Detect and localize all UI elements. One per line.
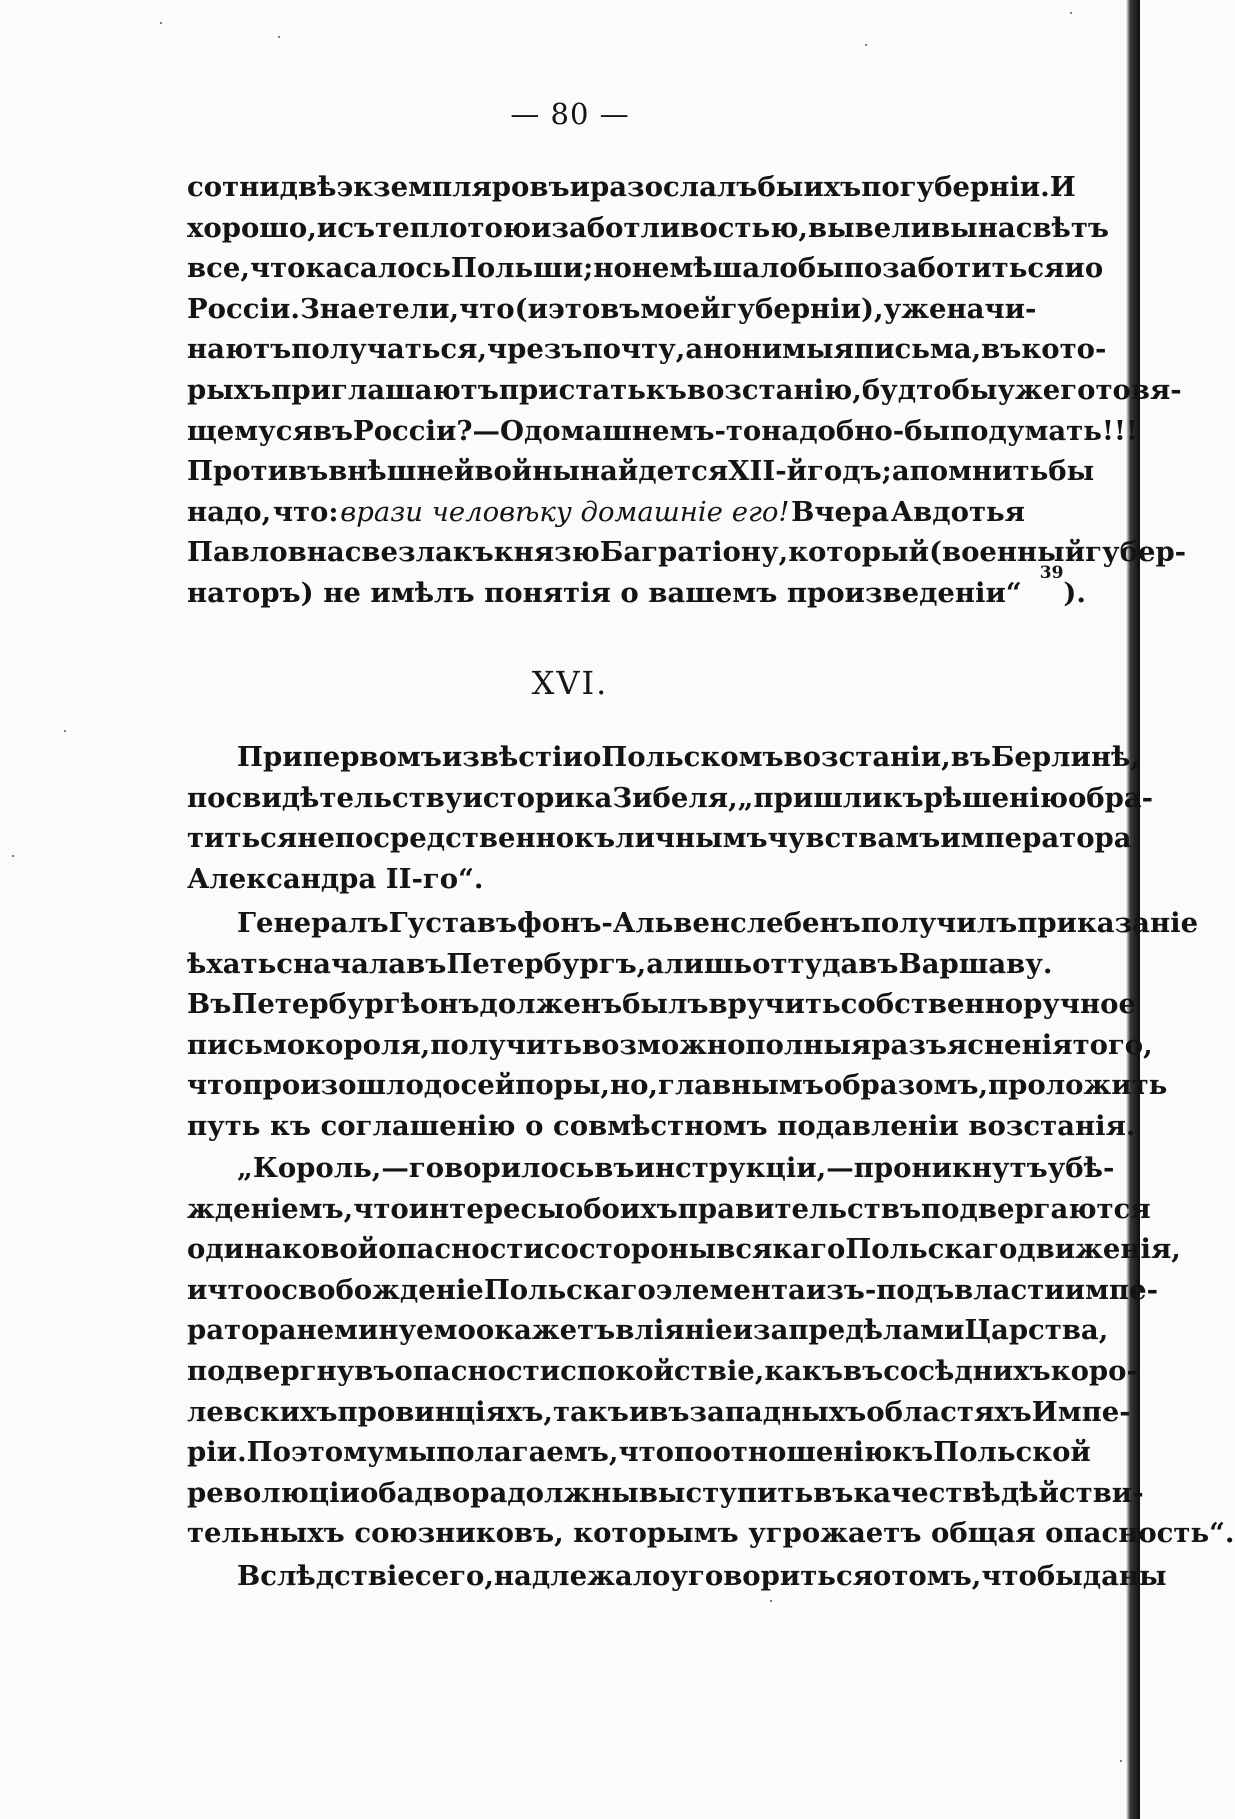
word: ѣхать <box>187 947 277 980</box>
word: предѣлами <box>788 1314 965 1347</box>
word: качествѣ <box>853 1476 1001 1509</box>
word: сей <box>460 1069 516 1102</box>
word: Знаете <box>299 292 410 325</box>
word: въ <box>950 741 991 773</box>
word: историка <box>462 781 613 814</box>
word: разъясненія <box>871 1028 1073 1061</box>
word: Поэтому <box>246 1436 385 1469</box>
last-line-text: тельныхъ союзниковъ, которымъ угрожаетъ общая опасность“. <box>187 1517 1235 1550</box>
word: окажетъ <box>475 1314 616 1347</box>
word: неминуемо <box>296 1314 476 1347</box>
word: подвергаются <box>921 1192 1151 1225</box>
word: опасности <box>394 1354 561 1387</box>
word: въ <box>858 947 899 980</box>
word: ріи. <box>187 1436 247 1469</box>
word: собственноручное <box>840 988 1136 1021</box>
word: извѣстіи <box>441 741 583 773</box>
word: и <box>316 211 338 244</box>
word: лишь <box>664 947 753 980</box>
word: наютъ <box>187 333 292 366</box>
word: И <box>1049 171 1076 203</box>
word: Петербургъ, <box>446 947 647 980</box>
word: титься <box>187 822 298 855</box>
word: что <box>249 252 306 285</box>
word: будто <box>861 373 952 406</box>
word: спокойствіе, <box>560 1354 765 1387</box>
word: Польскомъ <box>601 741 784 773</box>
text-line <box>187 984 1136 1025</box>
word: жденіемъ, <box>187 1192 354 1225</box>
scan-speck <box>12 855 14 857</box>
word: въ <box>600 292 641 325</box>
text-line <box>187 248 1104 289</box>
word: щемуся <box>187 414 313 447</box>
word: получаться, <box>291 333 488 366</box>
text-line <box>187 1229 1181 1270</box>
text-line <box>187 492 1025 533</box>
word: областяхъ <box>866 1395 1032 1428</box>
text-line <box>187 167 1076 208</box>
word: XII-й <box>728 455 808 488</box>
text-line <box>187 778 1154 819</box>
word: и <box>1064 252 1085 285</box>
word: Багратіону, <box>599 536 789 569</box>
word: Польскаго <box>845 1233 1018 1266</box>
word: императора <box>940 822 1132 855</box>
word: свѣтъ <box>1015 211 1110 244</box>
text-line <box>187 944 1053 985</box>
word: приглашаютъ <box>271 373 499 406</box>
word: (и <box>514 292 549 325</box>
text-line <box>187 903 1199 944</box>
word: разослалъ <box>590 171 758 203</box>
word: Въ <box>187 988 232 1021</box>
word: ихъ <box>803 171 862 203</box>
word: по <box>673 1436 713 1469</box>
text-line <box>187 818 1132 859</box>
last-line-text: Александра II-го“. <box>187 862 484 895</box>
word: пристать <box>498 373 646 406</box>
word: даны <box>1082 1560 1167 1592</box>
word: западныхъ <box>689 1395 867 1428</box>
word: вывели <box>807 211 932 244</box>
word: за <box>753 1314 789 1347</box>
word: интересы <box>408 1192 565 1225</box>
word: въ <box>813 1476 854 1509</box>
word: движенія, <box>1017 1233 1181 1266</box>
word: найдется <box>579 455 729 488</box>
text-line <box>187 562 1086 614</box>
word: поры, <box>515 1069 610 1102</box>
word: о <box>873 1560 892 1592</box>
word: „пришли <box>737 781 883 814</box>
word: но, <box>609 1069 658 1102</box>
text-line <box>187 1513 1235 1554</box>
word: къ <box>892 1436 934 1469</box>
text-line <box>187 1473 1144 1514</box>
word: годъ; <box>807 455 892 488</box>
word: произошло <box>242 1069 424 1102</box>
word: фонъ-Альвенслебенъ <box>517 907 861 939</box>
word: въ <box>842 1354 884 1387</box>
word: личнымъ <box>615 822 768 855</box>
word: губерніи), <box>720 292 884 325</box>
word: по <box>187 781 226 814</box>
word: свидѣтельству <box>225 781 463 814</box>
word: готовя- <box>1060 373 1182 406</box>
word: а <box>891 455 910 488</box>
text-line <box>187 370 1182 411</box>
word: и <box>628 1395 650 1428</box>
word: стороны <box>578 1233 717 1266</box>
scan-speck <box>64 730 66 732</box>
page-number: — 80 — <box>510 97 630 131</box>
word: о <box>1084 252 1104 285</box>
word: сотни <box>187 171 280 203</box>
word: убѣ- <box>1047 1152 1115 1184</box>
word: домашнемъ-то <box>523 414 762 447</box>
word: вліяніе <box>615 1314 733 1347</box>
word: свезла <box>344 536 453 569</box>
paragraph-3 <box>187 903 1199 1147</box>
word: онъ <box>419 988 480 1021</box>
word: возстанію, <box>686 373 862 406</box>
word: подумать!!! <box>950 414 1139 447</box>
word: врази человѣку домашніе его! <box>340 495 790 528</box>
word: ратора <box>187 1314 297 1347</box>
text-line <box>187 1270 1158 1311</box>
word: надлежало <box>493 1560 671 1592</box>
word: проложить <box>988 1069 1168 1102</box>
word: рѣшенію <box>923 781 1068 814</box>
word: что <box>187 1069 243 1102</box>
word: левскихъ <box>187 1395 338 1428</box>
word: и <box>531 211 552 244</box>
last-line-text: путь къ соглашенію о совмѣстномъ подавленіи возстанія. <box>187 1109 1136 1142</box>
paragraph-2 <box>187 737 1154 899</box>
word: Россіи. <box>187 292 300 325</box>
word: Противъ <box>187 455 329 488</box>
word: уже <box>997 373 1061 406</box>
word: анонимыя <box>685 333 854 366</box>
word: губер- <box>1085 536 1187 569</box>
word: не <box>631 252 670 285</box>
word: касалось <box>305 252 451 285</box>
text-line <box>187 1065 1168 1106</box>
word: оттуда <box>752 947 859 980</box>
word: приказаніе <box>1017 907 1199 939</box>
word: что <box>618 1436 674 1469</box>
word: и <box>187 1273 208 1306</box>
word: князю <box>493 536 600 569</box>
word: экземпляровъ <box>336 171 570 203</box>
footnote-reference: 39 <box>1039 562 1064 583</box>
word: импе- <box>1064 1273 1158 1306</box>
text-line <box>187 1392 1131 1433</box>
text-line <box>187 451 1095 492</box>
word: Авдотья <box>890 495 1025 528</box>
word: „Король, <box>237 1152 382 1184</box>
word: одинаковой <box>187 1233 379 1266</box>
text-line <box>187 859 1025 900</box>
word: двѣ <box>279 171 337 203</box>
word: къ <box>452 536 494 569</box>
word: опасности <box>378 1233 544 1266</box>
word: моей <box>640 292 721 325</box>
text-line <box>187 1148 1115 1189</box>
scan-speck <box>1120 1760 1122 1762</box>
word: что <box>459 292 515 325</box>
text-line <box>187 737 1140 778</box>
word: рыхъ <box>187 373 272 406</box>
word: кото- <box>1021 333 1107 366</box>
word: какъ <box>764 1354 843 1387</box>
word: Царства, <box>964 1314 1109 1347</box>
word: революціи <box>187 1476 360 1509</box>
word: обоихъ <box>564 1192 678 1225</box>
word: чтобы <box>981 1560 1083 1592</box>
word: надобно-бы <box>761 414 951 447</box>
word: по <box>861 171 900 203</box>
word: былъ <box>622 988 709 1021</box>
word: ли, <box>409 292 460 325</box>
word: и <box>732 1314 754 1347</box>
word: Польской <box>933 1436 1091 1469</box>
word: сначала <box>276 947 407 980</box>
word: изъ-подъ <box>805 1273 955 1306</box>
word: дѣйстви- <box>1000 1476 1144 1509</box>
word: въ <box>981 333 1022 366</box>
word: двора <box>414 1476 508 1509</box>
word: письмо <box>187 1028 306 1061</box>
word: что: <box>272 495 339 528</box>
word: Варшаву. <box>898 947 1053 980</box>
text-line <box>187 1556 1167 1597</box>
word: Польши; <box>450 252 594 285</box>
word: провинціяхъ, <box>337 1395 553 1428</box>
last-line-end: ). <box>1063 576 1086 609</box>
word: Россіи?—О <box>353 414 524 447</box>
word: проникнутъ <box>853 1152 1048 1184</box>
word: войны <box>474 455 580 488</box>
word: о <box>582 741 602 773</box>
word: получилъ <box>860 907 1018 939</box>
word: короля, <box>305 1028 431 1061</box>
word: Зибеля, <box>612 781 738 814</box>
section-heading: XVI. <box>531 664 609 702</box>
word: вы <box>931 211 978 244</box>
text-line <box>187 1351 1138 1392</box>
word: на <box>977 211 1016 244</box>
word: чрезъ <box>487 333 583 366</box>
word: правительствъ <box>677 1192 922 1225</box>
word: Импе- <box>1031 1395 1131 1428</box>
word: говорилось <box>408 1152 595 1184</box>
word: который <box>788 536 929 569</box>
word: такъ <box>552 1395 629 1428</box>
scan-speck <box>160 22 162 24</box>
word: отношенію <box>712 1436 893 1469</box>
word: заботливостью, <box>551 211 808 244</box>
word: къ <box>645 373 687 406</box>
word: Берлинѣ, <box>990 741 1140 773</box>
word: это <box>548 292 601 325</box>
word: къ <box>574 822 616 855</box>
scan-speck <box>278 36 280 38</box>
word: со <box>543 1233 579 1266</box>
word: съ <box>337 211 376 244</box>
word: въ <box>649 1395 690 1428</box>
word: того, <box>1072 1028 1153 1061</box>
word: въ <box>312 414 354 447</box>
word: внѣшней <box>328 455 475 488</box>
text-line <box>187 208 1110 249</box>
word: полагаемъ, <box>436 1436 619 1469</box>
word: губерніи. <box>899 171 1050 203</box>
word: главнымъ <box>658 1069 824 1102</box>
word: бы <box>757 171 804 203</box>
word: бы <box>951 373 998 406</box>
word: элемента <box>655 1273 806 1306</box>
word: а <box>646 947 665 980</box>
word: долженъ <box>479 988 623 1021</box>
paragraph-4 <box>187 1148 1235 1554</box>
word: должны <box>507 1476 639 1509</box>
word: позаботиться <box>843 252 1065 285</box>
word: непосредственно <box>297 822 575 855</box>
word: и <box>569 171 590 203</box>
word: хорошо, <box>187 211 317 244</box>
word: сосѣднихъ <box>883 1354 1051 1387</box>
word: томъ, <box>891 1560 982 1592</box>
text-line <box>187 1432 1091 1473</box>
word: до <box>423 1069 461 1102</box>
text-line <box>187 1106 1136 1147</box>
text-line <box>187 1025 1153 1066</box>
word: начи- <box>946 292 1037 325</box>
word: возможно <box>581 1028 746 1061</box>
word: Польскаго <box>483 1273 656 1306</box>
word: теплотою <box>375 211 532 244</box>
word: въ <box>406 947 447 980</box>
word: образомъ, <box>823 1069 989 1102</box>
word: — <box>381 1152 409 1184</box>
word: подвергнувъ <box>187 1354 395 1387</box>
word: къ <box>882 781 924 814</box>
word: первомъ <box>302 741 442 773</box>
word: уговориться <box>670 1560 874 1592</box>
word: сего, <box>414 1560 494 1592</box>
word: власти <box>954 1273 1065 1306</box>
word: но <box>593 252 632 285</box>
word: инструкціи, <box>634 1152 827 1184</box>
word: что <box>353 1192 409 1225</box>
paragraph-5 <box>187 1556 1167 1597</box>
text-line <box>187 329 1107 370</box>
word: Петербургѣ <box>231 988 420 1021</box>
word: При <box>237 741 303 773</box>
word: письма, <box>853 333 982 366</box>
word: уже <box>883 292 947 325</box>
word: мѣшало <box>669 252 798 285</box>
word: всякаго <box>716 1233 846 1266</box>
scan-speck <box>770 1600 772 1602</box>
paragraph-1 <box>187 167 1187 614</box>
word: (военный <box>928 536 1086 569</box>
word: почту, <box>582 333 686 366</box>
word: все, <box>187 252 250 285</box>
word: въ <box>594 1152 635 1184</box>
scan-speck <box>1070 12 1072 14</box>
word: Вчера <box>791 495 890 528</box>
word: Павловна <box>187 536 345 569</box>
text-line <box>187 289 1037 330</box>
word: надо, <box>187 495 272 528</box>
word: оба <box>359 1476 415 1509</box>
word: освобожденіе <box>262 1273 484 1306</box>
word: чувствамъ <box>767 822 941 855</box>
word: Густавъ <box>388 907 518 939</box>
text-line <box>187 1189 1151 1230</box>
word: обра- <box>1067 781 1154 814</box>
word: получить <box>430 1028 582 1061</box>
word: помнить <box>909 455 1049 488</box>
word: — <box>826 1152 854 1184</box>
text-line <box>187 411 1139 452</box>
word: бы <box>1048 455 1095 488</box>
word: Вслѣдствіе <box>237 1560 415 1592</box>
scan-speck <box>865 44 867 46</box>
word: возстаніи, <box>783 741 951 773</box>
text-line <box>187 1310 1109 1351</box>
last-line-text: наторъ) не имѣлъ понятія о вашемъ произведеніи“ <box>187 576 1022 609</box>
word: мы <box>384 1436 437 1469</box>
word: что <box>207 1273 263 1306</box>
word: коро- <box>1050 1354 1138 1387</box>
word: полныя <box>745 1028 872 1061</box>
word: бы <box>797 252 844 285</box>
word: выступить <box>638 1476 814 1509</box>
word: вручить <box>708 988 841 1021</box>
word: Генералъ <box>237 907 389 939</box>
